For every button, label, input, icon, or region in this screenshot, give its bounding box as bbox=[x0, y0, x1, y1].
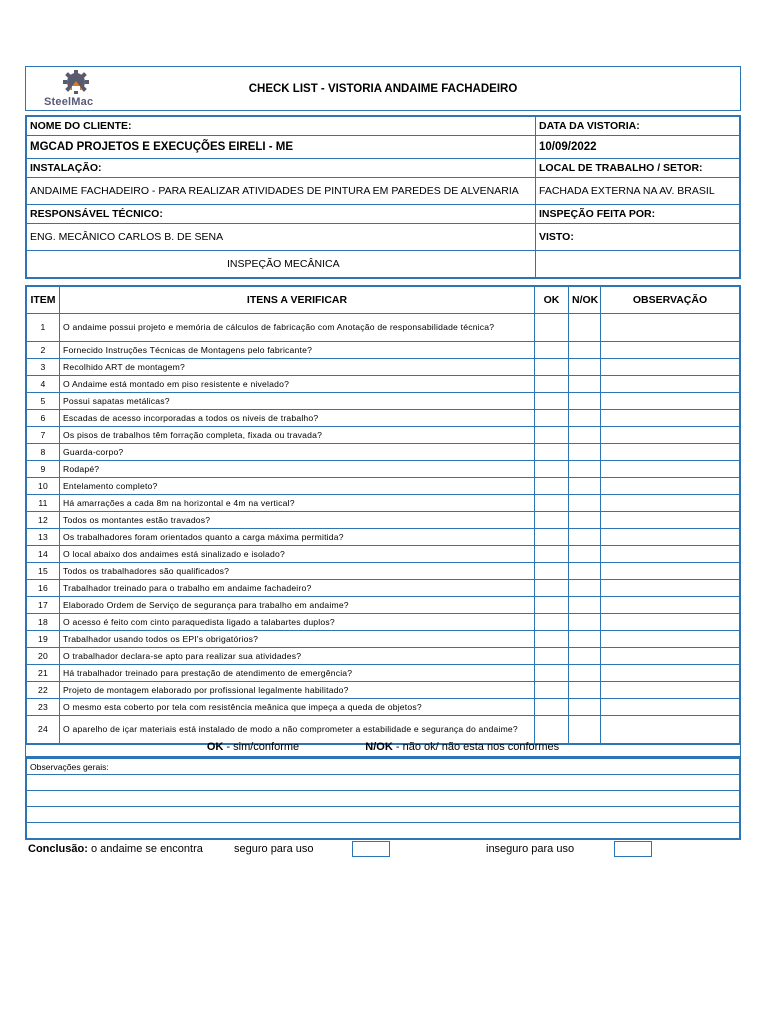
ok-cell[interactable] bbox=[535, 461, 569, 478]
legend-ok-code: OK bbox=[206, 741, 224, 753]
steelmac-logo bbox=[42, 69, 112, 109]
item-text: O local abaixo dos andaimes está sinalizado e isolado? bbox=[60, 546, 535, 563]
item-text: Trabalhador treinado para o trabalho em andaime fachadeiro? bbox=[60, 580, 535, 597]
nok-cell[interactable] bbox=[569, 563, 601, 580]
nok-cell[interactable] bbox=[569, 461, 601, 478]
install-value: ANDAIME FACHADEIRO - PARA REALIZAR ATIVIDADES DE PINTURA EM PAREDES DE ALVENARIA bbox=[27, 178, 536, 205]
ok-cell[interactable] bbox=[535, 648, 569, 665]
observation-cell[interactable] bbox=[601, 478, 740, 495]
table-row bbox=[27, 597, 740, 614]
table-row bbox=[27, 359, 740, 376]
legend bbox=[25, 740, 741, 757]
local-value: FACHADA EXTERNA NA AV. BRASIL bbox=[536, 178, 740, 205]
table-row bbox=[27, 444, 740, 461]
table-row bbox=[27, 580, 740, 597]
item-text: Os pisos de trabalhos têm forração completa, fixada ou travada? bbox=[60, 427, 535, 444]
ok-cell[interactable] bbox=[535, 359, 569, 376]
ok-cell[interactable] bbox=[535, 631, 569, 648]
nok-cell[interactable] bbox=[569, 699, 601, 716]
item-text: Há trabalhador treinado para prestação de atendimento de emergência? bbox=[60, 665, 535, 682]
item-text: Trabalhador usando todos os EPI's obrigatórios? bbox=[60, 631, 535, 648]
ok-cell[interactable] bbox=[535, 478, 569, 495]
nok-cell[interactable] bbox=[569, 597, 601, 614]
page-title: CHECK LIST - VISTORIA ANDAIME FACHADEIRO bbox=[248, 82, 518, 95]
item-text: Possui sapatas metálicas? bbox=[60, 393, 535, 410]
safe-label: seguro para uso bbox=[234, 843, 314, 855]
item-number: 20 bbox=[27, 648, 60, 665]
nok-cell[interactable] bbox=[569, 529, 601, 546]
resp-value: ENG. MECÂNICO CARLOS B. DE SENA bbox=[27, 224, 536, 251]
item-number: 23 bbox=[27, 699, 60, 716]
item-text: O acesso é feito com cinto paraquedista ligado a talabartes duplos? bbox=[60, 614, 535, 631]
observation-cell[interactable] bbox=[601, 314, 740, 342]
item-number: 8 bbox=[27, 444, 60, 461]
ok-cell[interactable] bbox=[535, 393, 569, 410]
item-number: 2 bbox=[27, 342, 60, 359]
gear-icon bbox=[56, 69, 96, 97]
observation-cell[interactable] bbox=[601, 665, 740, 682]
observation-cell[interactable] bbox=[601, 495, 740, 512]
col-ok-header: OK bbox=[535, 287, 569, 314]
observations-line[interactable] bbox=[27, 775, 740, 791]
item-number: 3 bbox=[27, 359, 60, 376]
conclusion-label: Conclusão: bbox=[28, 843, 88, 855]
item-text: Entelamento completo? bbox=[60, 478, 535, 495]
observation-cell[interactable] bbox=[601, 393, 740, 410]
legend-ok-text: - sim/conforme bbox=[226, 741, 300, 753]
col-item-header: ITEM bbox=[27, 287, 60, 314]
ok-cell[interactable] bbox=[535, 563, 569, 580]
observations-label: Observações gerais: bbox=[27, 759, 740, 775]
item-number: 5 bbox=[27, 393, 60, 410]
observation-cell[interactable] bbox=[601, 529, 740, 546]
install-label: INSTALAÇÃO: bbox=[27, 159, 536, 178]
item-text: O andaime possui projeto e memória de cálculos de fabricação com Anotação de responsabilidade técnica? bbox=[60, 314, 535, 342]
observation-cell[interactable] bbox=[601, 376, 740, 393]
table-row bbox=[27, 546, 740, 563]
nok-cell[interactable] bbox=[569, 546, 601, 563]
item-number: 21 bbox=[27, 665, 60, 682]
table-row bbox=[27, 699, 740, 716]
col-check-header: ITENS A VERIFICAR bbox=[60, 287, 535, 314]
observation-cell[interactable] bbox=[601, 427, 740, 444]
ok-cell[interactable] bbox=[535, 699, 569, 716]
nok-cell[interactable] bbox=[569, 631, 601, 648]
item-number: 19 bbox=[27, 631, 60, 648]
table-row bbox=[27, 614, 740, 631]
nok-cell[interactable] bbox=[569, 342, 601, 359]
item-number: 17 bbox=[27, 597, 60, 614]
table-row bbox=[27, 563, 740, 580]
observation-cell[interactable] bbox=[601, 699, 740, 716]
ok-cell[interactable] bbox=[535, 376, 569, 393]
table-row bbox=[27, 682, 740, 699]
nok-cell[interactable] bbox=[569, 376, 601, 393]
item-text: Fornecido Instruções Técnicas de Montagens pelo fabricante? bbox=[60, 342, 535, 359]
item-text: Projeto de montagem elaborado por profissional legalmente habilitado? bbox=[60, 682, 535, 699]
date-value: 10/09/2022 bbox=[536, 136, 740, 159]
item-text: Os trabalhadores foram orientados quanto a carga máxima permitida? bbox=[60, 529, 535, 546]
ok-cell[interactable] bbox=[535, 342, 569, 359]
logo-text: SteelMac bbox=[44, 96, 94, 108]
item-text: Há amarrações a cada 8m na horizontal e 4m na vertical? bbox=[60, 495, 535, 512]
item-text: Escadas de acesso incorporadas a todos os niveis de trabalho? bbox=[60, 410, 535, 427]
item-number: 18 bbox=[27, 614, 60, 631]
item-number: 13 bbox=[27, 529, 60, 546]
local-label: LOCAL DE TRABALHO / SETOR: bbox=[536, 159, 740, 178]
table-row bbox=[27, 495, 740, 512]
item-number: 4 bbox=[27, 376, 60, 393]
nok-cell[interactable] bbox=[569, 648, 601, 665]
ok-cell[interactable] bbox=[535, 682, 569, 699]
item-text: Elaborado Ordem de Serviço de segurança para trabalho em andaime? bbox=[60, 597, 535, 614]
item-text: Recolhido ART de montagem? bbox=[60, 359, 535, 376]
ok-cell[interactable] bbox=[535, 495, 569, 512]
item-text: Todos os montantes estão travados? bbox=[60, 512, 535, 529]
legend-nok-text: - não ok/ não esta nos conformes bbox=[395, 741, 560, 753]
observation-cell[interactable] bbox=[601, 563, 740, 580]
resp-label: RESPONSÁVEL TÉCNICO: bbox=[27, 205, 536, 224]
item-text: Todos os trabalhadores são qualificados? bbox=[60, 563, 535, 580]
ok-cell[interactable] bbox=[535, 512, 569, 529]
observations-line[interactable] bbox=[27, 791, 740, 807]
nok-cell[interactable] bbox=[569, 314, 601, 342]
nok-cell[interactable] bbox=[569, 580, 601, 597]
table-row bbox=[27, 665, 740, 682]
item-text: Rodapé? bbox=[60, 461, 535, 478]
ok-cell[interactable] bbox=[535, 597, 569, 614]
ok-cell[interactable] bbox=[535, 314, 569, 342]
observations-box bbox=[25, 757, 741, 840]
item-number: 10 bbox=[27, 478, 60, 495]
table-row bbox=[27, 648, 740, 665]
table-row bbox=[27, 461, 740, 478]
nok-cell[interactable] bbox=[569, 682, 601, 699]
item-number: 11 bbox=[27, 495, 60, 512]
ok-cell[interactable] bbox=[535, 444, 569, 461]
table-row bbox=[27, 342, 740, 359]
nok-cell[interactable] bbox=[569, 495, 601, 512]
ok-cell[interactable] bbox=[535, 546, 569, 563]
item-number: 14 bbox=[27, 546, 60, 563]
observation-cell[interactable] bbox=[601, 444, 740, 461]
safe-checkbox[interactable] bbox=[352, 841, 390, 857]
item-number: 6 bbox=[27, 410, 60, 427]
client-label: NOME DO CLIENTE: bbox=[27, 117, 536, 136]
item-text: O trabalhador declara-se apto para realizar sua atividades? bbox=[60, 648, 535, 665]
item-text: O aparelho de içar materiais está instalado de modo a não comprometer a estabilidade e segurança do andaime? bbox=[60, 716, 535, 744]
nok-cell[interactable] bbox=[569, 359, 601, 376]
item-text: O Andaime está montado em piso resistente e nivelado? bbox=[60, 376, 535, 393]
observations-line[interactable] bbox=[27, 823, 740, 839]
client-value: MGCAD PROJETOS E EXECUÇÕES EIRELI - ME bbox=[27, 136, 536, 159]
item-number: 24 bbox=[27, 716, 60, 744]
item-number: 1 bbox=[27, 314, 60, 342]
unsafe-checkbox[interactable] bbox=[614, 841, 652, 857]
conclusion-text: o andaime se encontra bbox=[90, 843, 203, 855]
visto-field[interactable] bbox=[536, 251, 740, 278]
observation-cell[interactable] bbox=[601, 359, 740, 376]
observation-cell[interactable] bbox=[601, 461, 740, 478]
item-text: O mesmo esta coberto por tela com resistência meânica que impeça a queda de objetos? bbox=[60, 699, 535, 716]
table-row bbox=[27, 314, 740, 342]
item-number: 9 bbox=[27, 461, 60, 478]
table-row bbox=[27, 410, 740, 427]
observation-cell[interactable] bbox=[601, 410, 740, 427]
nok-cell[interactable] bbox=[569, 444, 601, 461]
client-info bbox=[25, 115, 741, 279]
item-number: 15 bbox=[27, 563, 60, 580]
item-number: 22 bbox=[27, 682, 60, 699]
inspection-type: INSPEÇÃO MECÂNICA bbox=[27, 251, 536, 278]
nok-cell[interactable] bbox=[569, 410, 601, 427]
observation-cell[interactable] bbox=[601, 546, 740, 563]
ok-cell[interactable] bbox=[535, 529, 569, 546]
ok-cell[interactable] bbox=[535, 427, 569, 444]
item-number: 12 bbox=[27, 512, 60, 529]
date-label: DATA DA VISTORIA: bbox=[536, 117, 740, 136]
observation-cell[interactable] bbox=[601, 631, 740, 648]
table-row bbox=[27, 478, 740, 495]
table-row bbox=[27, 512, 740, 529]
observation-cell[interactable] bbox=[601, 614, 740, 631]
item-number: 16 bbox=[27, 580, 60, 597]
observation-cell[interactable] bbox=[601, 342, 740, 359]
observation-cell[interactable] bbox=[601, 682, 740, 699]
nok-cell[interactable] bbox=[569, 665, 601, 682]
table-row bbox=[27, 631, 740, 648]
ok-cell[interactable] bbox=[535, 580, 569, 597]
nok-cell[interactable] bbox=[569, 427, 601, 444]
ok-cell[interactable] bbox=[535, 614, 569, 631]
checklist-table bbox=[25, 285, 741, 745]
nok-cell[interactable] bbox=[569, 614, 601, 631]
legend-nok-code: N/OK bbox=[365, 741, 393, 753]
inspector-label: INSPEÇÃO FEITA POR: bbox=[536, 205, 740, 224]
observations-line[interactable] bbox=[27, 807, 740, 823]
nok-cell[interactable] bbox=[569, 512, 601, 529]
visto-label: VISTO: bbox=[536, 224, 740, 251]
nok-cell[interactable] bbox=[569, 478, 601, 495]
ok-cell[interactable] bbox=[535, 410, 569, 427]
form-header bbox=[25, 66, 741, 111]
item-text: Guarda-corpo? bbox=[60, 444, 535, 461]
observation-cell[interactable] bbox=[601, 597, 740, 614]
table-row bbox=[27, 427, 740, 444]
col-obs-header: OBSERVAÇÃO bbox=[601, 287, 740, 314]
nok-cell[interactable] bbox=[569, 393, 601, 410]
table-row bbox=[27, 529, 740, 546]
item-number: 7 bbox=[27, 427, 60, 444]
ok-cell[interactable] bbox=[535, 665, 569, 682]
table-row bbox=[27, 376, 740, 393]
observation-cell[interactable] bbox=[601, 648, 740, 665]
col-nok-header: N/OK bbox=[569, 287, 601, 314]
unsafe-label: inseguro para uso bbox=[486, 843, 575, 855]
observation-cell[interactable] bbox=[601, 512, 740, 529]
observation-cell[interactable] bbox=[601, 580, 740, 597]
table-row bbox=[27, 393, 740, 410]
